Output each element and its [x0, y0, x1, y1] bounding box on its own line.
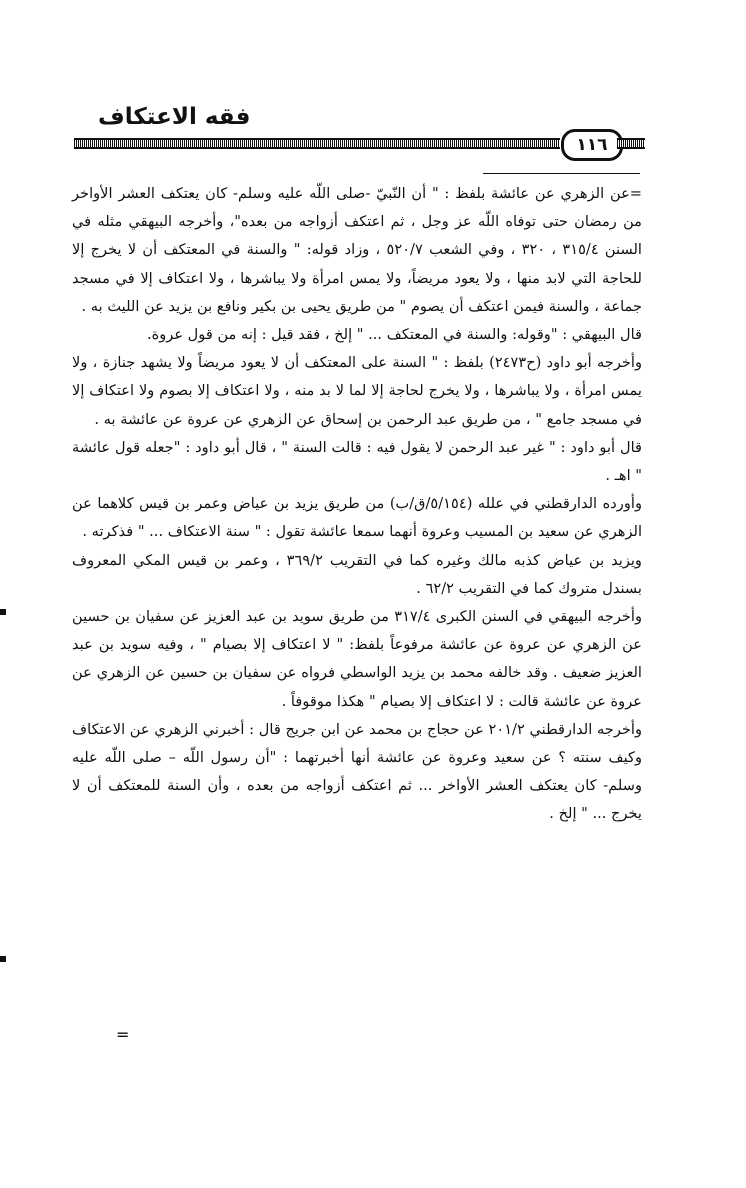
margin-dot: [0, 609, 6, 615]
header-rule: [74, 138, 560, 149]
paragraph: =عن الزهري عن عائشة بلفظ : " أن النّبيّ -صلى اللّه عليه وسلم- كان يعتكف العشر الأواخر من رمضان حتى توفاه اللّه عز وجل ، ثم اعتكف أزواجه من بعده"، وأخرجه البيهقي مثله في السنن ٣١٥/٤ ، ٣٢٠ ، وفي الشعب ٥٢٠/٧ ، وزاد قوله: " والسنة في المعتكف أن لا يخرج إلا للحاجة التي لابد منها ، ولا يعود مريضاً، ولا يمس امرأة ولا يباشرها ، ولا اعتكاف إلا في مسجد جماعة ، والسنة فيمن اعتكف أن يصوم " من طريق يحيى بن بكير ونافع بن يزيد عن الليث به .: [72, 185, 642, 315]
paragraph: قال البيهقي : "وقوله: والسنة في المعتكف ... " إلخ ، فقد قيل : إنه من قول عروة.: [146, 326, 642, 344]
paragraph: وأخرجه الدارقطني ٢٠١/٢ عن حجاج بن محمد عن ابن جريج قال : أخبرني الزهري عن الاعتكاف وكيف سنته ؟ عن سعيد وعروة عن عائشة أنها أخبرتهما : "أن رسول اللّه – صلى اللّه عليه وسلم- كان يعتكف العشر الأواخر ... ثم اعتكف أزواجه من بعده ، وأن السنة للمعتكف أن لا يخرج ... " إلخ .: [72, 720, 643, 823]
paragraph: وأخرجه البيهقي في السنن الكبرى ٣١٧/٤ من طريق سويد بن عبد العزيز عن سفيان بن حسين عن الزهري عن عروة عن عائشة مرفوعاً بلفظ: " لا اعتكاف إلا بصيام " ، وفيه سويد بن عبد العزيز ضعيف . وقد خالفه محمد بن يزيد الواسطي فرواه عن سفيان بن حسين عن الزهري عن عروة عن عائشة قالت : لا اعتكاف إلا بصيام " هكذا موقوفاً .: [72, 608, 642, 710]
paragraph: وأورده الدارقطني في علله (٥/١٥٤/ق/ب) من طريق يزيد بن عياض وعمر بن قيس كلاهما عن الزهري عن سعيد بن المسيب وعروة أنهما سمعا عائشة تقول : " سنة الاعتكاف ... " فذكرته .: [72, 495, 642, 541]
footnote-body: [72, 180, 642, 829]
running-header-title: فقه الاعتكاف: [98, 104, 251, 130]
page-number-badge: ١١٦: [561, 129, 623, 161]
margin-dot: [0, 956, 6, 962]
continuation-mark: =: [116, 1025, 130, 1044]
paragraph: ويزيد بن عياض كذبه مالك وغيره كما في التقريب ٣٦٩/٢ ، وعمر بن قيس المكي المعروف بسندل متروك كما في التقريب ٦٢/٢ .: [72, 551, 642, 597]
header-rule-end: [617, 138, 645, 149]
paragraph: قال أبو داود : " غير عبد الرحمن لا يقول فيه : قالت السنة " ، قال أبو داود : "جعله قول عائشة " اهـ .: [72, 438, 642, 485]
paragraph: وأخرجه أبو داود (ح٢٤٧٣) بلفظ : " السنة على المعتكف أن لا يعود مريضاً ولا يشهد جنازة ، ولا يمس امرأة ، ولا يباشرها ، ولا يخرج لحاجة إلا لما لا بد منه ، ولا اعتكاف إلا بصوم ولا اعتكاف إلا في مسجد جامع " ، من طريق عبد الرحمن بن إسحاق عن الزهري عن عروة عن عائشة به .: [72, 354, 642, 428]
footnote-separator: [483, 173, 640, 174]
